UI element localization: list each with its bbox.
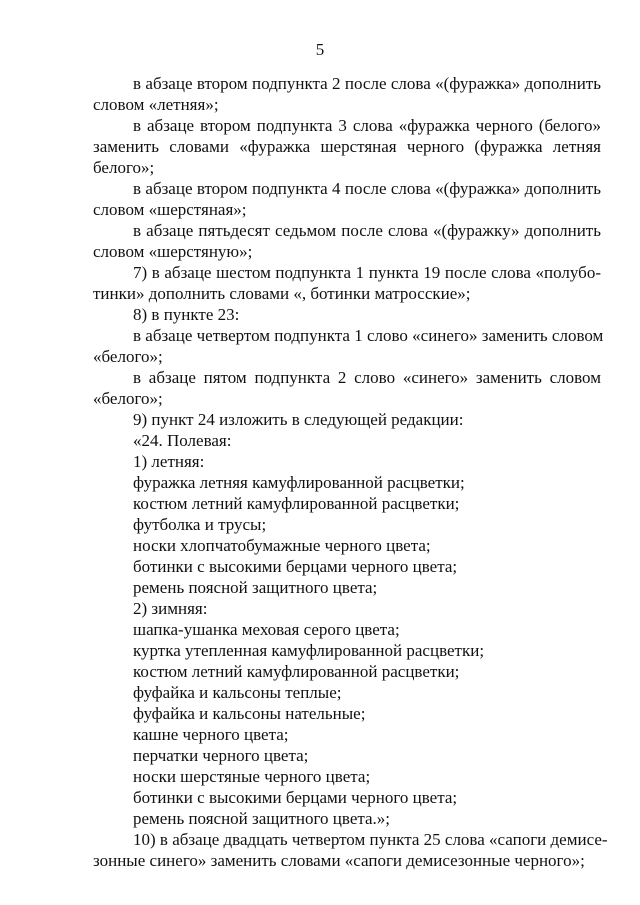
text-line: фуражка летняя камуфлированной расцветки;	[133, 473, 465, 492]
text-line: «24. Полевая:	[133, 431, 232, 450]
text-line: «белого»;	[93, 389, 163, 408]
text-line: куртка утепленная камуфлированной расцветки;	[133, 641, 485, 660]
text-line: словом «летняя»;	[93, 95, 219, 114]
text-line: «белого»;	[93, 347, 163, 366]
text-line: ботинки с высокими берцами черного цвета;	[133, 557, 458, 576]
text-line: костюм летний камуфлированной расцветки;	[133, 494, 460, 513]
text-line: ботинки с высокими берцами черного цвета;	[133, 788, 458, 807]
text-line: 8) в пункте 23:	[133, 305, 240, 324]
text-line: 10) в абзаце двадцать четвертом пункта 25 слова «сапоги демисе-	[133, 830, 608, 849]
text-line: кашне черного цвета;	[133, 725, 289, 744]
text-line: носки шерстяные черного цвета;	[133, 767, 371, 786]
text-line: шапка-ушанка меховая серого цвета;	[133, 620, 400, 639]
text-line: словом «шерстяную»;	[93, 242, 253, 261]
text-line: фуфайка и кальсоны нательные;	[133, 704, 366, 723]
text-line: в абзаце втором подпункта 3 слова «фуражка черного (белого»	[133, 116, 601, 135]
text-line: фуфайка и кальсоны теплые;	[133, 683, 342, 702]
text-line: 7) в абзаце шестом подпункта 1 пункта 19 после слова «полубо-	[133, 263, 601, 282]
text-line: футболка и трусы;	[133, 515, 267, 534]
text-line: зонные синего» заменить словами «сапоги демисезонные черного»;	[93, 851, 585, 870]
text-line: ремень поясной защитного цвета;	[133, 578, 378, 597]
text-line: в абзаце втором подпункта 4 после слова «(фуражка» дополнить	[133, 179, 601, 198]
text-line: носки хлопчатобумажные черного цвета;	[133, 536, 431, 555]
text-line: в абзаце пятом подпункта 2 слово «синего» заменить словом	[133, 368, 601, 387]
text-line: 9) пункт 24 изложить в следующей редакции:	[133, 410, 464, 429]
text-line: перчатки черного цвета;	[133, 746, 309, 765]
text-line: ремень поясной защитного цвета.»;	[133, 809, 391, 828]
page-number: 5	[315, 40, 325, 59]
text-line: костюм летний камуфлированной расцветки;	[133, 662, 460, 681]
text-line: тинки» дополнить словами «, ботинки матросские»;	[93, 284, 471, 303]
text-line: 1) летняя:	[133, 452, 205, 471]
text-line: в абзаце пятьдесят седьмом после слова «(фуражку» дополнить	[133, 221, 601, 240]
text-line: в абзаце четвертом подпункта 1 слово «синего» заменить словом	[133, 326, 604, 345]
text-line: белого»;	[93, 158, 155, 177]
text-line: заменить словами «фуражка шерстяная черного (фуражка летняя	[93, 137, 601, 156]
text-line: в абзаце втором подпункта 2 после слова «(фуражка» дополнить	[133, 74, 601, 93]
text-line: словом «шерстяная»;	[93, 200, 247, 219]
text-line: 2) зимняя:	[133, 599, 208, 618]
